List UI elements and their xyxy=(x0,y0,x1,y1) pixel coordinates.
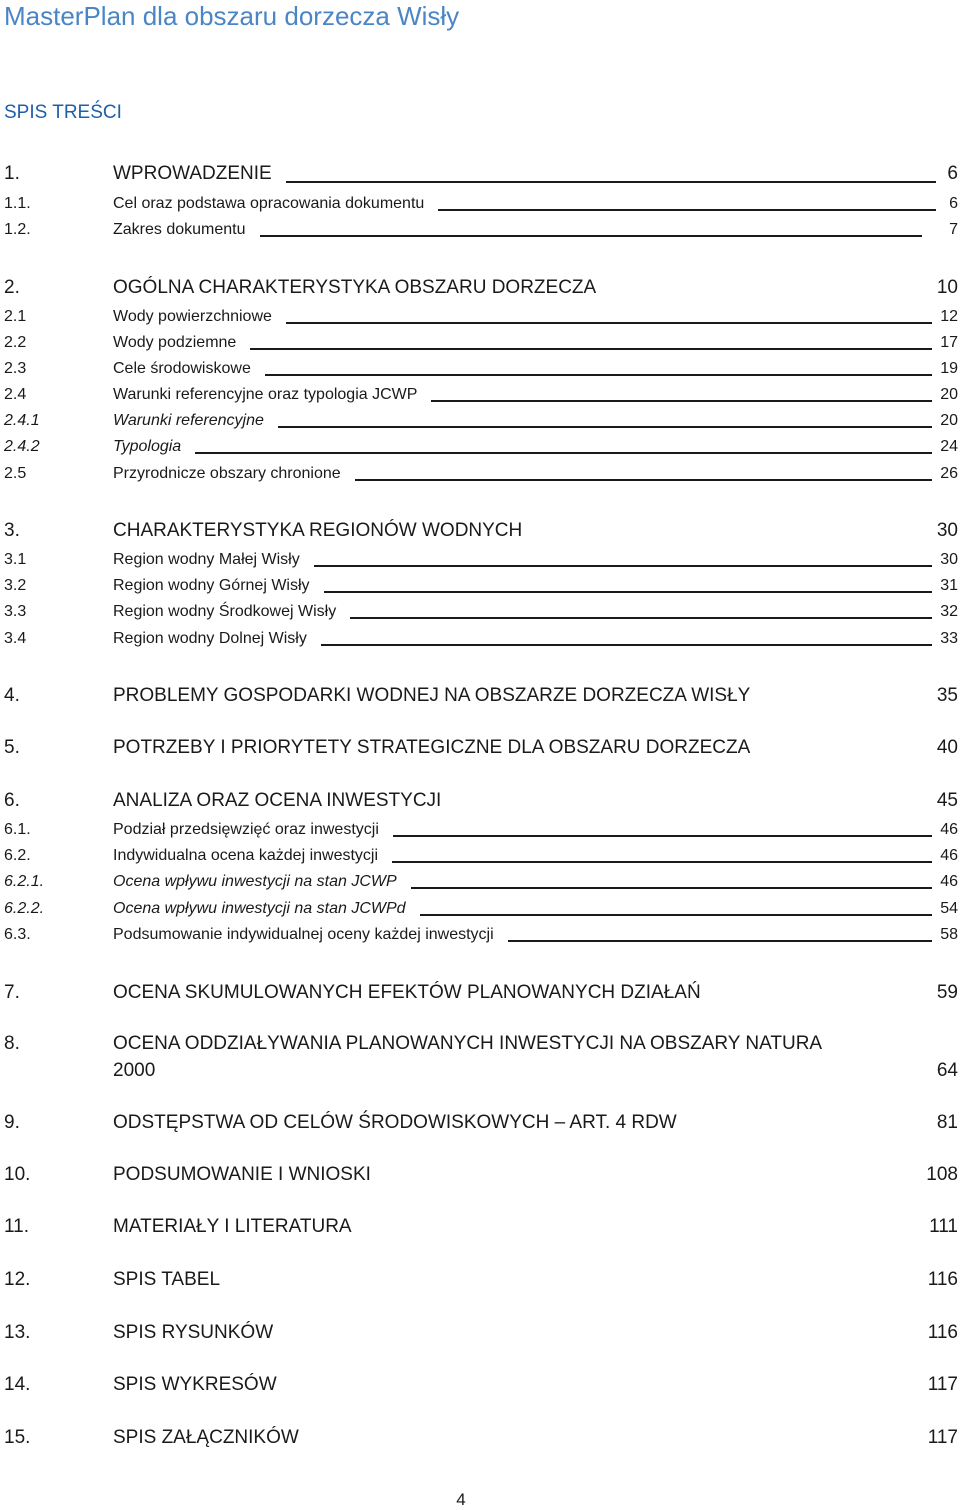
toc-leader-line xyxy=(265,374,932,376)
toc-entry-number: 2.1 xyxy=(4,308,27,325)
toc-entry-number: 2. xyxy=(4,277,20,298)
toc-entry-page: 6 xyxy=(949,195,958,212)
toc-entry-number: 14. xyxy=(4,1374,31,1395)
toc-entry-page: 12 xyxy=(940,308,958,325)
toc-entry-number: 2.5 xyxy=(4,465,27,482)
toc-entry-page: 30 xyxy=(936,520,958,541)
toc-entry-label: OCENA ODDZIAŁYWANIA PLANOWANYCH INWESTYCJI NA OBSZARY NATURA xyxy=(113,1033,823,1054)
toc-entry-label: Warunki referencyjne oraz typologia JCWP xyxy=(113,386,418,403)
toc-leader-line xyxy=(350,617,932,619)
toc-leader-line xyxy=(393,835,932,837)
toc-entry-number: 15. xyxy=(4,1427,31,1448)
toc-leader-line xyxy=(278,426,932,428)
toc-entry-page: 35 xyxy=(936,685,958,706)
toc-entry-page: 116 xyxy=(927,1322,958,1343)
toc-entry-label: OGÓLNA CHARAKTERYSTYKA OBSZARU DORZECZA xyxy=(113,277,597,298)
toc-entry-label: Typologia xyxy=(113,438,182,455)
toc-entry-label: PROBLEMY GOSPODARKI WODNEJ NA OBSZARZE DORZECZA WISŁY xyxy=(113,685,751,706)
toc-leader-line xyxy=(508,940,932,942)
toc-entry-label: POTRZEBY I PRIORYTETY STRATEGICZNE DLA OBSZARU DORZECZA xyxy=(113,737,751,758)
toc-entry-page: 81 xyxy=(936,1112,958,1133)
toc-entry-label: Ocena wpływu inwestycji na stan JCWP xyxy=(113,873,397,890)
toc-entry-page: 40 xyxy=(936,737,958,758)
toc-entry-number: 2.4.1 xyxy=(4,412,40,429)
toc-entry-label: Region wodny Dolnej Wisły xyxy=(113,630,307,647)
toc-entry-number: 9. xyxy=(4,1112,20,1133)
toc-leader-line xyxy=(286,181,936,183)
toc-entry-page: 32 xyxy=(940,603,958,620)
toc-entry-number: 2.2 xyxy=(4,334,27,351)
toc-leader-line xyxy=(286,322,932,324)
toc-entry-label: SPIS RYSUNKÓW xyxy=(113,1322,274,1343)
toc-entry-label: SPIS WYKRESÓW xyxy=(113,1374,277,1395)
toc-entry-label: Wody powierzchniowe xyxy=(113,308,272,325)
toc-entry-number: 11. xyxy=(4,1216,30,1237)
toc-entry-label: WPROWADZENIE xyxy=(113,163,272,184)
toc-entry-page: 26 xyxy=(940,465,958,482)
toc-entry-number: 6. xyxy=(4,790,20,811)
toc-entry-number: 6.2.1. xyxy=(4,873,45,890)
toc-leader-line xyxy=(324,591,932,593)
toc-entry-page: 111 xyxy=(929,1216,958,1237)
toc-entry-page: 20 xyxy=(940,412,958,429)
toc-entry-label: Region wodny Małej Wisły xyxy=(113,551,300,568)
toc-entry-page: 17 xyxy=(940,334,958,351)
toc-entry-number: 12. xyxy=(4,1269,31,1290)
toc-entry-number: 1.1. xyxy=(4,195,31,212)
toc-entry-number: 6.3. xyxy=(4,926,31,943)
toc-entry-page: 64 xyxy=(936,1060,958,1081)
toc-entry-page: 54 xyxy=(940,900,958,917)
toc-entry-page: 59 xyxy=(936,982,958,1003)
toc-leader-line xyxy=(260,235,922,237)
toc-heading: SPIS TREŚCI xyxy=(4,102,122,123)
toc-entry-number: 3.1 xyxy=(4,551,27,568)
toc-entry-label: PODSUMOWANIE I WNIOSKI xyxy=(113,1164,371,1185)
toc-entry-number: 2.3 xyxy=(4,360,27,377)
toc-entry-number: 8. xyxy=(4,1033,20,1054)
toc-entry-label: Podsumowanie indywidualnej oceny każdej inwestycji xyxy=(113,926,494,943)
toc-entry-number: 5. xyxy=(4,737,20,758)
toc-entry-label: Wody podziemne xyxy=(113,334,237,351)
toc-entry-label: MATERIAŁY I LITERATURA xyxy=(113,1216,352,1237)
toc-entry-label: Zakres dokumentu xyxy=(113,221,246,238)
toc-entry-page: 24 xyxy=(940,438,958,455)
toc-leader-line xyxy=(314,565,932,567)
toc-entry-number: 2.4.2 xyxy=(4,438,40,455)
toc-entry-page: 46 xyxy=(940,847,958,864)
toc-entry-page: 58 xyxy=(940,926,958,943)
toc-leader-line xyxy=(411,887,932,889)
toc-leader-line xyxy=(431,400,932,402)
toc-entry-number: 2.4 xyxy=(4,386,27,403)
toc-entry-page: 33 xyxy=(940,630,958,647)
toc-entry-number: 10. xyxy=(4,1164,31,1185)
toc-entry-label: Warunki referencyjne xyxy=(113,412,264,429)
toc-entry-number: 6.1. xyxy=(4,821,31,838)
toc-leader-line xyxy=(420,914,932,916)
toc-entry-page: 46 xyxy=(940,821,958,838)
toc-entry-page: 116 xyxy=(927,1269,958,1290)
toc-entry-label: Przyrodnicze obszary chronione xyxy=(113,465,341,482)
toc-entry-number: 1.2. xyxy=(4,221,31,238)
toc-entry-number: 6.2. xyxy=(4,847,31,864)
toc-entry-page: 6 xyxy=(947,163,958,184)
toc-leader-line xyxy=(355,479,932,481)
toc-entry-label: CHARAKTERYSTYKA REGIONÓW WODNYCH xyxy=(113,520,523,541)
toc-entry-number: 4. xyxy=(4,685,20,706)
toc-entry-page: 10 xyxy=(936,277,958,298)
toc-entry-page: 117 xyxy=(927,1427,958,1448)
toc-entry-number: 3. xyxy=(4,520,20,541)
toc-entry-label: ODSTĘPSTWA OD CELÓW ŚRODOWISKOWYCH – ART. 4 RDW xyxy=(113,1112,677,1133)
toc-entry-label-continued: 2000 xyxy=(113,1060,156,1081)
toc-entry-label: Region wodny Środkowej Wisły xyxy=(113,603,337,620)
toc-leader-line xyxy=(250,348,932,350)
toc-entry-page: 31 xyxy=(940,577,958,594)
toc-entry-page: 108 xyxy=(926,1164,958,1185)
toc-entry-number: 7. xyxy=(4,982,20,1003)
toc-entry-page: 7 xyxy=(949,221,958,238)
document-title: MasterPlan dla obszaru dorzecza Wisły xyxy=(4,1,460,31)
toc-leader-line xyxy=(321,644,932,646)
toc-entry-label: SPIS ZAŁĄCZNIKÓW xyxy=(113,1427,299,1448)
toc-entry-label: Region wodny Górnej Wisły xyxy=(113,577,310,594)
toc-entry-number: 1. xyxy=(4,163,20,184)
toc-entry-number: 3.3 xyxy=(4,603,27,620)
toc-leader-line xyxy=(438,209,936,211)
toc-entry-page: 30 xyxy=(940,551,958,568)
toc-entry-number: 3.4 xyxy=(4,630,27,647)
toc-entry-page: 117 xyxy=(927,1374,958,1395)
toc-entry-page: 20 xyxy=(940,386,958,403)
toc-entry-label: SPIS TABEL xyxy=(113,1269,221,1290)
toc-entry-label: Podział przedsięwzięć oraz inwestycji xyxy=(113,821,379,838)
page-number: 4 xyxy=(456,1490,466,1509)
toc-entry-number: 13. xyxy=(4,1322,31,1343)
toc-leader-line xyxy=(392,861,932,863)
toc-entry-label: Cele środowiskowe xyxy=(113,360,251,377)
toc-leader-line xyxy=(195,452,932,454)
toc-entry-label: ANALIZA ORAZ OCENA INWESTYCJI xyxy=(113,790,442,811)
toc-entry-page: 46 xyxy=(940,873,958,890)
toc-entry-label: OCENA SKUMULOWANYCH EFEKTÓW PLANOWANYCH DZIAŁAŃ xyxy=(113,982,701,1003)
toc-entry-page: 45 xyxy=(936,790,958,811)
toc-entry-label: Cel oraz podstawa opracowania dokumentu xyxy=(113,195,425,212)
toc-entry-number: 6.2.2. xyxy=(4,900,45,917)
toc-entry-page: 19 xyxy=(940,360,958,377)
toc-entry-number: 3.2 xyxy=(4,577,27,594)
toc-entry-label: Indywidualna ocena każdej inwestycji xyxy=(113,847,379,864)
toc-entry-label: Ocena wpływu inwestycji na stan JCWPd xyxy=(113,900,406,917)
